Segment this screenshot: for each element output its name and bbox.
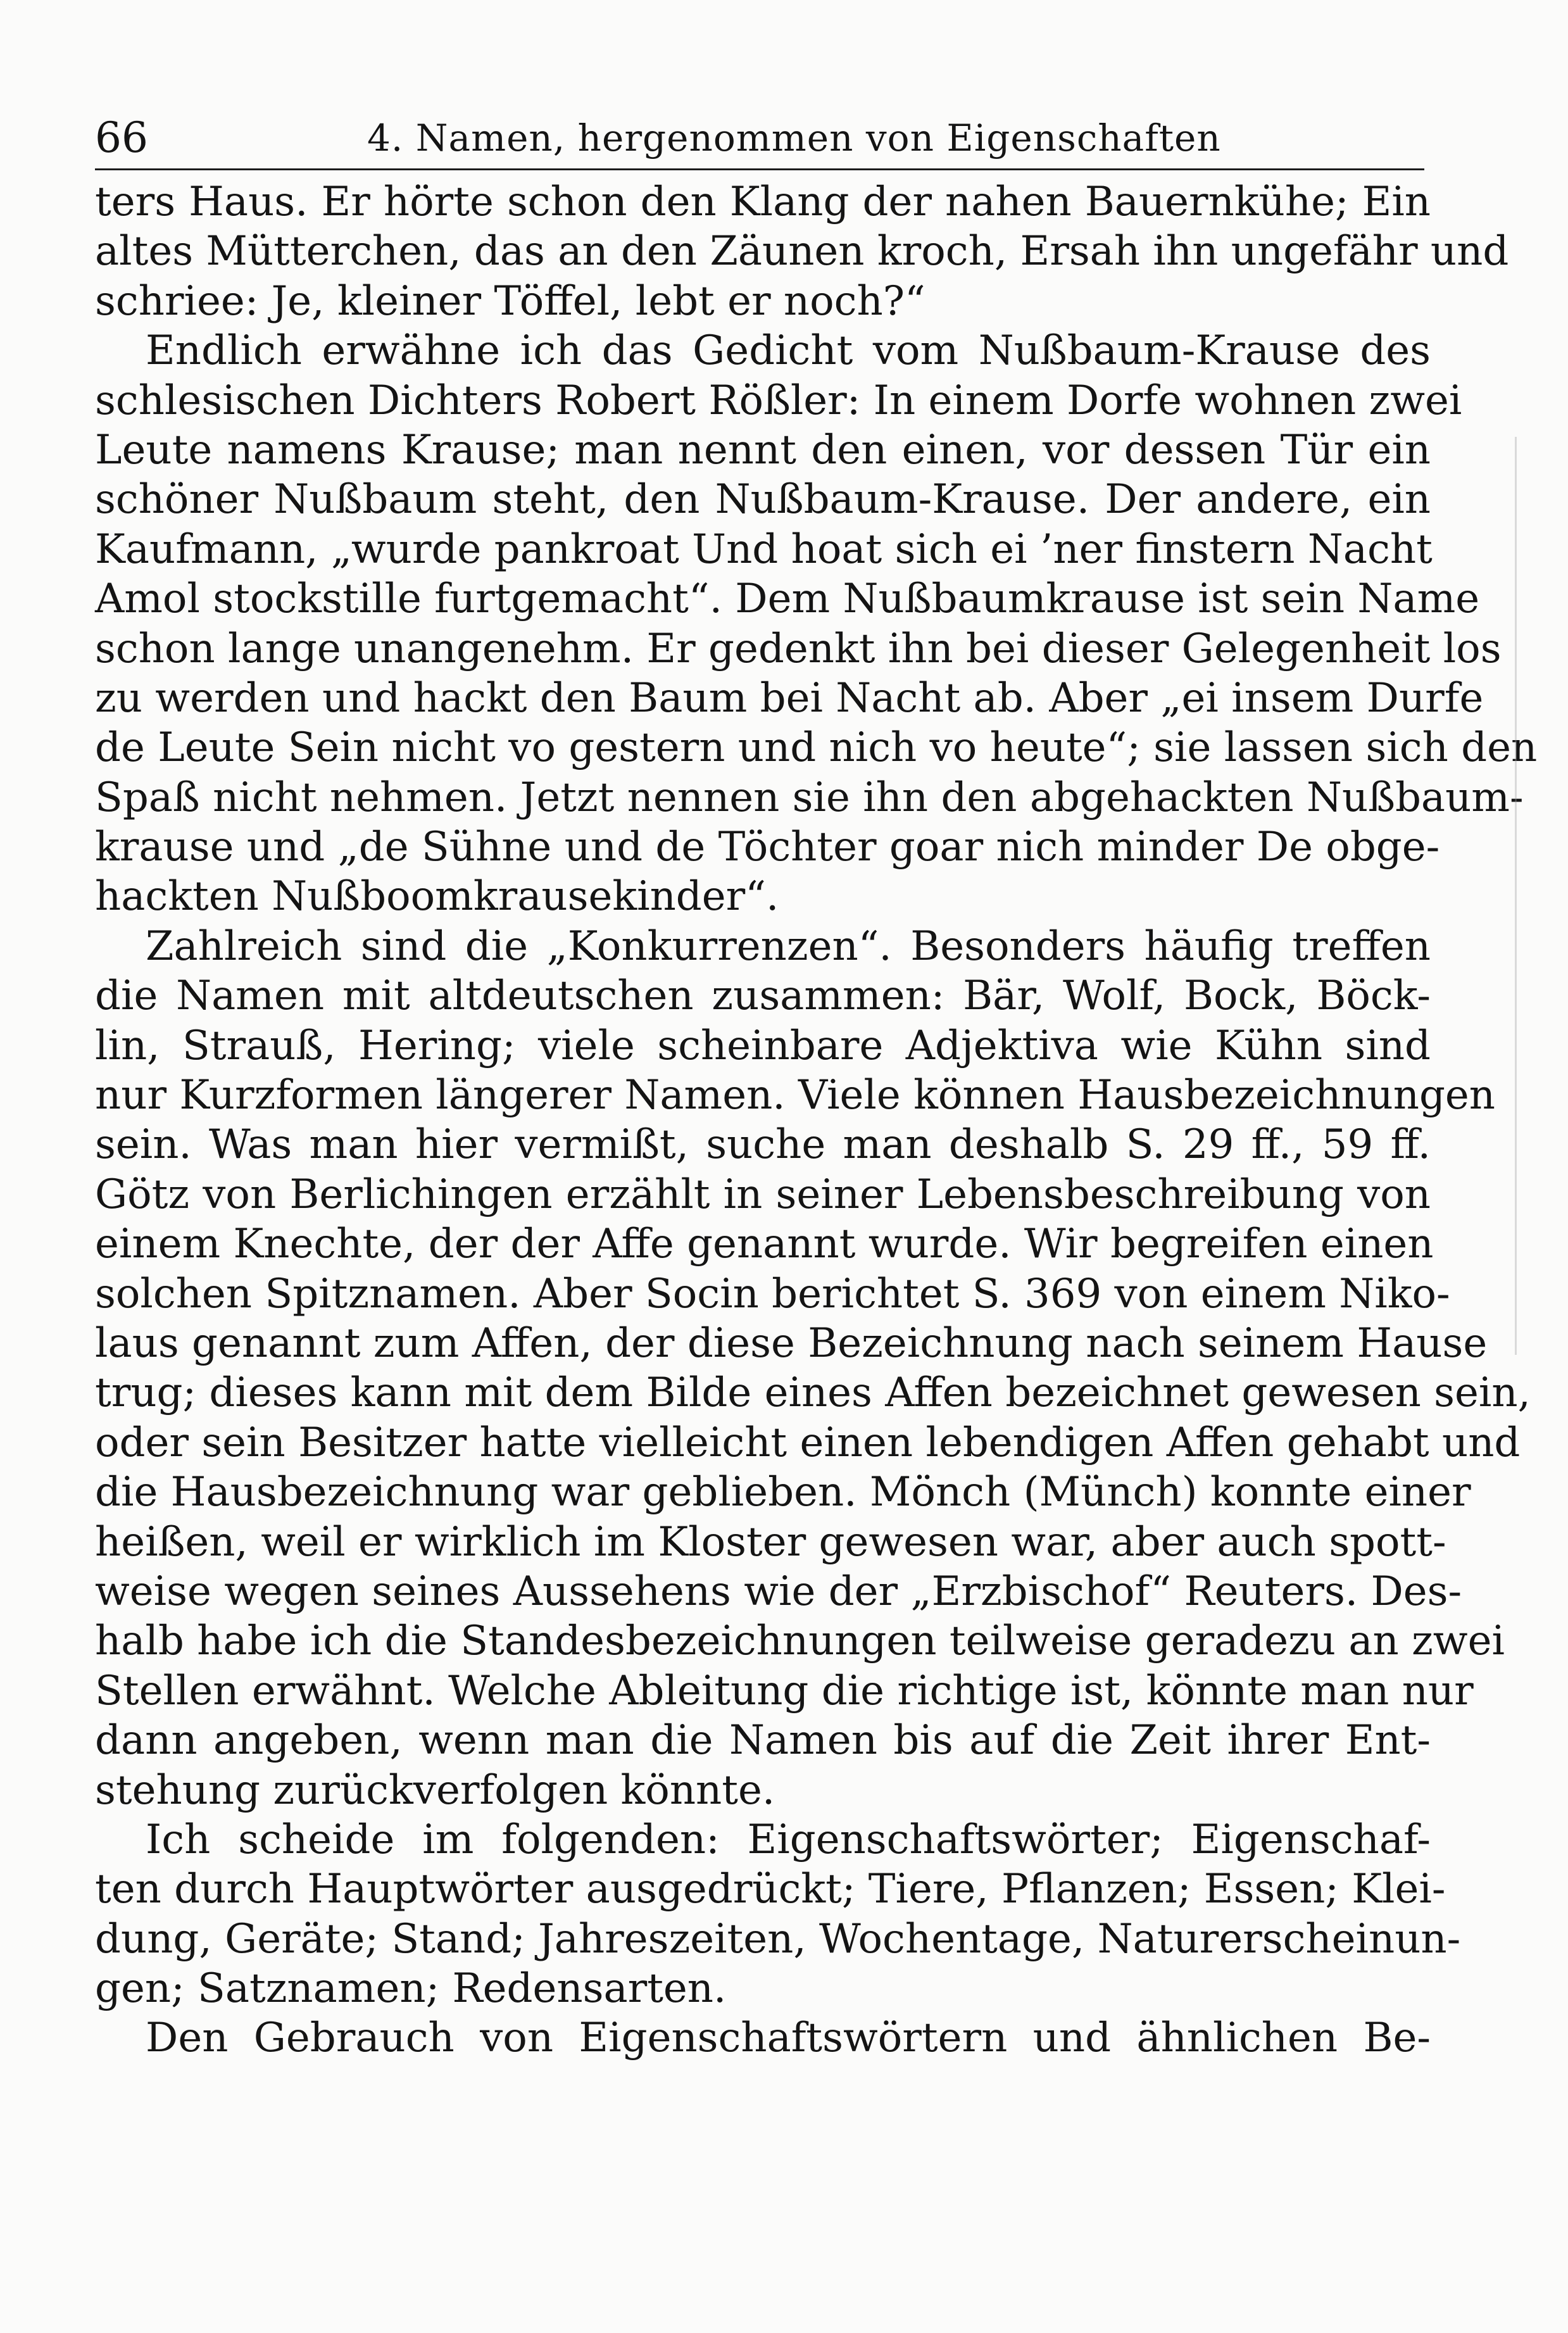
text-line: lin, Strauß, Hering; viele scheinbare Adjektiva wie Kühn sind	[95, 1022, 1431, 1069]
text-line: heißen, weil er wirklich im Kloster gewesen war, aber auch spott-	[95, 1518, 1446, 1566]
paragraph-start-line: Ich scheide im folgenden: Eigenschaftswörter; Eigenschaf-	[146, 1816, 1431, 1863]
page-number: 66	[95, 113, 148, 162]
text-line: ten durch Hauptwörter ausgedrückt; Tiere, Pflanzen; Essen; Klei-	[95, 1866, 1446, 1913]
paragraph-start-line: Endlich erwähne ich das Gedicht vom Nußbaum-Krause des	[146, 327, 1431, 375]
text-line: solchen Spitznamen. Aber Socin berichtet S. 369 von einem Niko-	[95, 1270, 1450, 1317]
text-line: Leute namens Krause; man nennt den einen, vor dessen Tür ein	[95, 426, 1431, 474]
text-line: Kaufmann, „wurde pankroat Und hoat sich ei ’ner finstern Nacht	[95, 525, 1433, 573]
text-line: schon lange unangenehm. Er gedenkt ihn bei dieser Gelegenheit los	[95, 625, 1502, 672]
text-line: die Namen mit altdeutschen zusammen: Bär, Wolf, Bock, Böck-	[95, 972, 1431, 1020]
paragraph-start-line: Den Gebrauch von Eigenschaftswörtern und ähnlichen Be-	[146, 2015, 1431, 2062]
paragraph-start-line: Zahlreich sind die „Konkurrenzen“. Besonders häufig treffen	[146, 922, 1431, 970]
header-rule	[95, 168, 1424, 170]
text-line: zu werden und hackt den Baum bei Nacht ab. Aber „ei insem Durfe	[95, 674, 1484, 722]
page-header	[95, 106, 1424, 170]
text-line: weise wegen seines Aussehens wie der „Erzbischof“ Reuters. Des-	[95, 1568, 1462, 1615]
text-line: dung, Geräte; Stand; Jahreszeiten, Wochentage, Naturerscheinun-	[95, 1915, 1461, 1963]
text-line: de Leute Sein nicht vo gestern und nich vo heute“; sie lassen sich den	[95, 724, 1538, 772]
text-line: nur Kurzformen längerer Namen. Viele können Hausbezeichnungen	[95, 1072, 1495, 1119]
text-line: gen; Satznamen; Redensarten.	[95, 1965, 727, 2013]
text-line: hackten Nußboomkrausekinder“.	[95, 873, 779, 921]
text-line: Amol stockstille furtgemacht“. Dem Nußbaumkrause ist sein Name	[95, 575, 1480, 623]
text-line: stehung zurückverfolgen könnte.	[95, 1766, 775, 1814]
text-line: schlesischen Dichters Robert Rößler: In einem Dorfe wohnen zwei	[95, 377, 1462, 424]
margin-mark	[1515, 437, 1517, 1355]
text-line: Stellen erwähnt. Welche Ableitung die richtige ist, könnte man nur	[95, 1667, 1474, 1714]
body-text	[95, 177, 1538, 2063]
running-head: 4. Namen, hergenommen von Eigenschaften	[367, 116, 1221, 160]
text-line: dann angeben, wenn man die Namen bis auf die Zeit ihrer Ent-	[95, 1717, 1431, 1764]
text-line: krause und „de Sühne und de Töchter goar nich minder De obge-	[95, 824, 1440, 871]
text-line: trug; dieses kann mit dem Bilde eines Affen bezeichnet gewesen sein,	[95, 1369, 1531, 1417]
text-line: einem Knechte, der der Affe genannt wurde. Wir begreifen einen	[95, 1221, 1434, 1268]
text-line: laus genannt zum Affen, der diese Bezeichnung nach seinem Hause	[95, 1319, 1488, 1367]
text-line: schöner Nußbaum steht, den Nußbaum-Krause. Der andere, ein	[95, 476, 1431, 524]
text-line: schriee: Je, kleiner Töffel, lebt er noch?“	[95, 277, 925, 325]
text-line: sein. Was man hier vermißt, suche man deshalb S. 29 ff., 59 ff.	[95, 1121, 1431, 1169]
text-line: die Hausbezeichnung war geblieben. Mönch (Münch) konnte einer	[95, 1469, 1471, 1516]
text-line: halb habe ich die Standesbezeichnungen teilweise geradezu an zwei	[95, 1618, 1505, 1665]
text-line: altes Mütterchen, das an den Zäunen kroch, Ersah ihn ungefähr und	[95, 228, 1509, 275]
text-line: ters Haus. Er hörte schon den Klang der nahen Bauernkühe; Ein	[95, 179, 1431, 225]
text-line: oder sein Besitzer hatte vielleicht einen lebendigen Affen gehabt und	[95, 1419, 1521, 1466]
text-line: Götz von Berlichingen erzählt in seiner Lebensbeschreibung von	[95, 1171, 1431, 1218]
text-line: Spaß nicht nehmen. Jetzt nennen sie ihn den abgehackten Nußbaum-	[95, 774, 1524, 821]
